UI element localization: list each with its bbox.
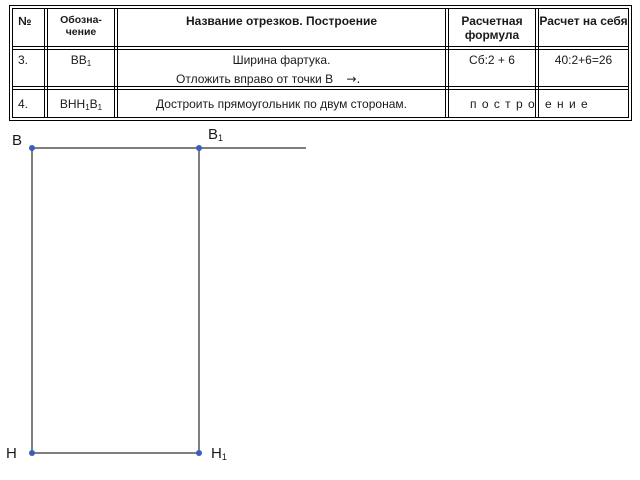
row4-name: Достроить прямоугольник по двум сторонам.: [156, 97, 407, 111]
header-formula: Расчетная формула: [461, 14, 523, 42]
point-h: [29, 450, 35, 456]
point-h1: [196, 450, 202, 456]
row4-formula: п о с т р о: [470, 97, 536, 111]
label-b: В: [12, 132, 23, 149]
row4-self-calc: е н и е: [545, 97, 589, 111]
row4-num: 4.: [18, 97, 29, 111]
label-h1: $Н_1$: [211, 445, 227, 462]
header-name: Название отрезков. Построение: [185, 14, 378, 28]
point-b1: [196, 145, 202, 151]
label-b1: $В_1$: [208, 126, 224, 143]
header-num: №: [18, 14, 32, 28]
label-h: Н: [6, 445, 17, 462]
row3-name-line2: Отложить вправо от точки В →.: [176, 72, 361, 86]
row3-self-calc: 40:2+6=26: [554, 53, 613, 67]
construction-table: [0, 0, 640, 125]
point-b: [29, 145, 35, 151]
row3-name-line1: Ширина фартука.: [232, 53, 331, 67]
header-designation: Обозна-чение: [60, 14, 102, 38]
arrow-right-icon: →.: [346, 72, 361, 86]
row3-designation: $ВВ_1$: [70, 53, 92, 68]
row3-num: 3.: [18, 53, 29, 67]
row3-formula: Сб:2 + 6: [469, 53, 515, 67]
row4-designation: $ВНН_1В_1$: [59, 97, 103, 112]
header-self-calc: Расчет на себя: [539, 14, 628, 28]
